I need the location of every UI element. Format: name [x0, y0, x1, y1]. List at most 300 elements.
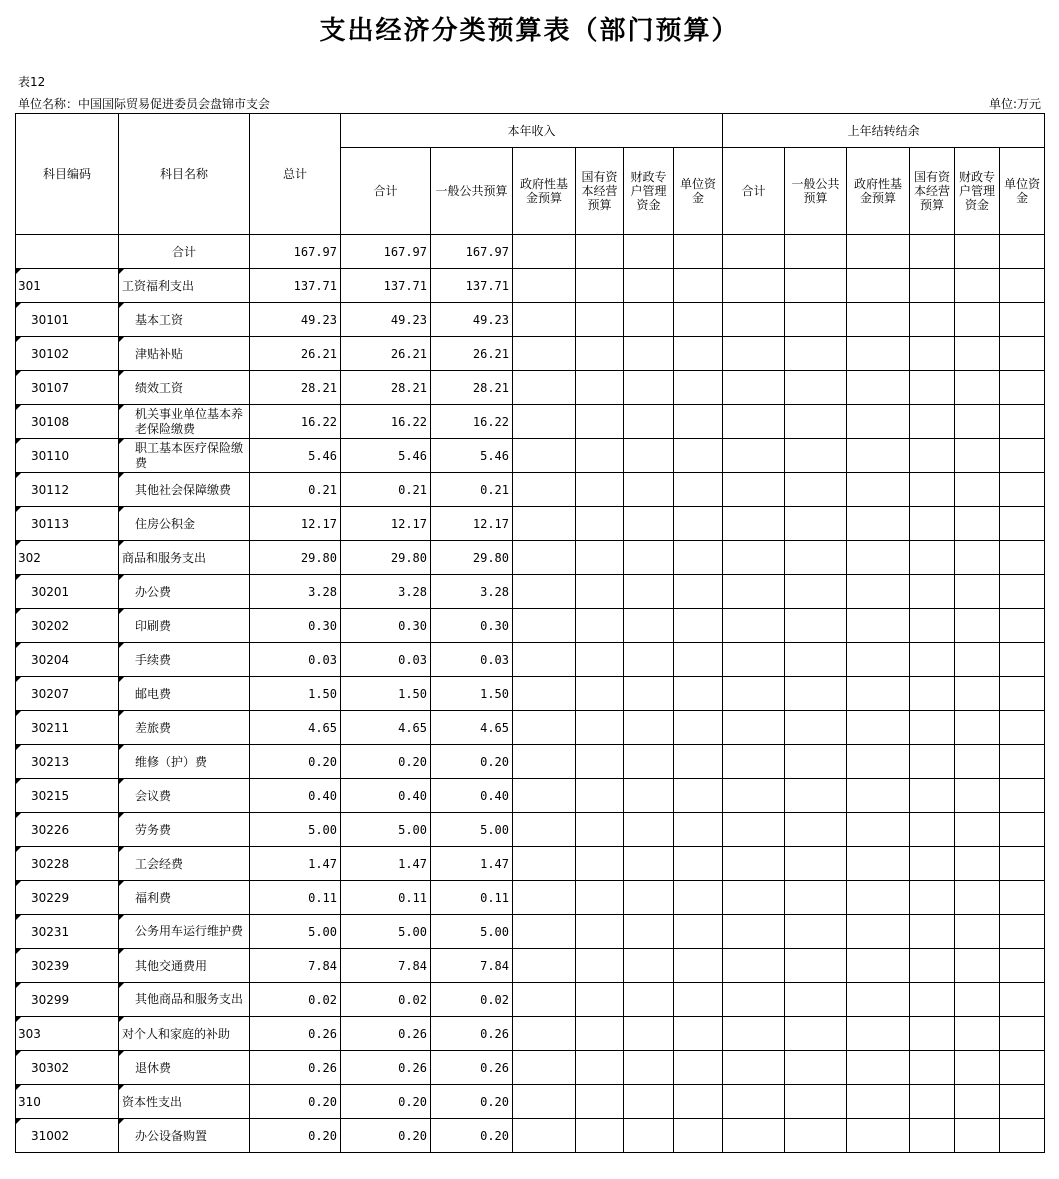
empty-cell [513, 1017, 576, 1051]
empty-cell [624, 779, 674, 813]
table-row [16, 473, 1045, 507]
table-row [16, 643, 1045, 677]
row-cy-general: 0.21 [431, 473, 513, 507]
empty-cell [1000, 337, 1045, 371]
row-name: 资本性支出 [119, 1085, 250, 1119]
row-name: 邮电费 [119, 677, 250, 711]
row-total: 5.46 [250, 439, 341, 473]
table-row [16, 303, 1045, 337]
row-cy-total: 0.30 [341, 609, 431, 643]
empty-cell [723, 609, 785, 643]
row-code: 30112 [16, 473, 119, 507]
empty-cell [785, 575, 847, 609]
empty-cell [1000, 303, 1045, 337]
empty-cell [1000, 983, 1045, 1017]
row-total: 4.65 [250, 711, 341, 745]
empty-cell [847, 1017, 910, 1051]
empty-cell [723, 779, 785, 813]
empty-cell [955, 439, 1000, 473]
empty-cell [785, 303, 847, 337]
row-name: 维修（护）费 [119, 745, 250, 779]
empty-cell [723, 337, 785, 371]
table-row [16, 915, 1045, 949]
empty-cell [955, 1051, 1000, 1085]
empty-cell [1000, 371, 1045, 405]
row-cy-total: 0.11 [341, 881, 431, 915]
header-cy-unit: 单位资金 [674, 148, 723, 235]
row-name: 绩效工资 [119, 371, 250, 405]
row-cy-general: 0.26 [431, 1051, 513, 1085]
row-cy-general: 0.40 [431, 779, 513, 813]
row-code: 30204 [16, 643, 119, 677]
empty-cell [576, 235, 624, 269]
empty-cell [847, 1051, 910, 1085]
empty-cell [624, 677, 674, 711]
empty-cell [910, 643, 955, 677]
empty-cell [674, 1085, 723, 1119]
row-total: 0.40 [250, 779, 341, 813]
empty-cell [624, 745, 674, 779]
empty-cell [723, 949, 785, 983]
empty-cell [847, 949, 910, 983]
row-total: 0.20 [250, 1119, 341, 1153]
empty-cell [723, 269, 785, 303]
empty-cell [513, 881, 576, 915]
empty-cell [723, 473, 785, 507]
row-name: 津贴补贴 [119, 337, 250, 371]
table-row [16, 405, 1045, 439]
table-row [16, 507, 1045, 541]
table-row [16, 269, 1045, 303]
empty-cell [674, 1119, 723, 1153]
empty-cell [910, 303, 955, 337]
empty-cell [785, 337, 847, 371]
empty-cell [723, 915, 785, 949]
empty-cell [624, 1085, 674, 1119]
table-row [16, 881, 1045, 915]
empty-cell [674, 949, 723, 983]
row-total: 7.84 [250, 949, 341, 983]
empty-cell [910, 1017, 955, 1051]
empty-cell [785, 269, 847, 303]
empty-cell [847, 847, 910, 881]
header-co-state-capital: 国有资本经营预算 [910, 148, 955, 235]
empty-cell [576, 711, 624, 745]
row-cy-general: 0.20 [431, 745, 513, 779]
row-cy-total: 5.46 [341, 439, 431, 473]
empty-cell [624, 983, 674, 1017]
empty-cell [785, 949, 847, 983]
empty-cell [785, 711, 847, 745]
empty-cell [674, 575, 723, 609]
row-name: 差旅费 [119, 711, 250, 745]
empty-cell [955, 371, 1000, 405]
row-cy-general: 28.21 [431, 371, 513, 405]
empty-cell [624, 507, 674, 541]
empty-cell [624, 915, 674, 949]
empty-cell [723, 711, 785, 745]
header-co-total: 合计 [723, 148, 785, 235]
empty-cell [847, 983, 910, 1017]
empty-cell [624, 881, 674, 915]
empty-cell [624, 405, 674, 439]
row-code: 30215 [16, 779, 119, 813]
empty-cell [674, 779, 723, 813]
row-name: 公务用车运行维护费 [119, 915, 250, 949]
empty-cell [576, 405, 624, 439]
empty-cell [576, 269, 624, 303]
empty-cell [955, 269, 1000, 303]
table-row [16, 1085, 1045, 1119]
total-code [16, 235, 119, 269]
empty-cell [624, 473, 674, 507]
empty-cell [674, 915, 723, 949]
empty-cell [624, 439, 674, 473]
empty-cell [576, 915, 624, 949]
empty-cell [955, 711, 1000, 745]
empty-cell [674, 881, 723, 915]
row-total: 5.00 [250, 915, 341, 949]
header-co-general: 一般公共预算 [785, 148, 847, 235]
row-total: 16.22 [250, 405, 341, 439]
empty-cell [674, 847, 723, 881]
row-cy-total: 0.02 [341, 983, 431, 1017]
empty-cell [785, 1119, 847, 1153]
empty-cell [910, 881, 955, 915]
empty-cell [955, 949, 1000, 983]
empty-cell [847, 711, 910, 745]
empty-cell [674, 235, 723, 269]
empty-cell [513, 473, 576, 507]
empty-cell [624, 813, 674, 847]
empty-cell [785, 609, 847, 643]
empty-cell [955, 1085, 1000, 1119]
row-cy-total: 16.22 [341, 405, 431, 439]
empty-cell [910, 235, 955, 269]
row-cy-general: 0.26 [431, 1017, 513, 1051]
table-row [16, 1017, 1045, 1051]
row-cy-total: 1.50 [341, 677, 431, 711]
row-cy-general: 3.28 [431, 575, 513, 609]
empty-cell [513, 1051, 576, 1085]
row-name: 职工基本医疗保险缴费 [119, 439, 250, 473]
row-total: 0.03 [250, 643, 341, 677]
row-total: 0.11 [250, 881, 341, 915]
table-row [16, 575, 1045, 609]
empty-cell [624, 575, 674, 609]
empty-cell [910, 813, 955, 847]
row-code: 30231 [16, 915, 119, 949]
row-code: 30102 [16, 337, 119, 371]
header-co-special: 财政专户管理资金 [955, 148, 1000, 235]
empty-cell [1000, 881, 1045, 915]
row-code: 302 [16, 541, 119, 575]
empty-cell [674, 643, 723, 677]
empty-cell [674, 1017, 723, 1051]
empty-cell [576, 609, 624, 643]
empty-cell [723, 541, 785, 575]
row-name: 手续费 [119, 643, 250, 677]
row-cy-total: 0.20 [341, 745, 431, 779]
row-cy-total: 0.20 [341, 1119, 431, 1153]
empty-cell [785, 235, 847, 269]
row-cy-total: 1.47 [341, 847, 431, 881]
empty-cell [674, 711, 723, 745]
empty-cell [1000, 507, 1045, 541]
empty-cell [624, 269, 674, 303]
row-total: 0.20 [250, 745, 341, 779]
empty-cell [513, 371, 576, 405]
empty-cell [513, 1119, 576, 1153]
table-row [16, 745, 1045, 779]
empty-cell [910, 711, 955, 745]
row-name: 基本工资 [119, 303, 250, 337]
row-cy-general: 5.46 [431, 439, 513, 473]
empty-cell [847, 915, 910, 949]
row-code: 30302 [16, 1051, 119, 1085]
empty-cell [624, 235, 674, 269]
empty-cell [785, 405, 847, 439]
row-total: 0.26 [250, 1051, 341, 1085]
row-name: 对个人和家庭的补助 [119, 1017, 250, 1051]
empty-cell [910, 405, 955, 439]
row-code: 30211 [16, 711, 119, 745]
empty-cell [847, 779, 910, 813]
empty-cell [910, 1085, 955, 1119]
empty-cell [1000, 575, 1045, 609]
empty-cell [910, 269, 955, 303]
table-row [16, 439, 1045, 473]
budget-table [15, 113, 1045, 1153]
empty-cell [1000, 779, 1045, 813]
empty-cell [847, 371, 910, 405]
empty-cell [624, 1017, 674, 1051]
row-total: 0.02 [250, 983, 341, 1017]
row-name: 会议费 [119, 779, 250, 813]
empty-cell [955, 983, 1000, 1017]
row-cy-general: 12.17 [431, 507, 513, 541]
row-total: 0.26 [250, 1017, 341, 1051]
empty-cell [723, 643, 785, 677]
empty-cell [785, 847, 847, 881]
empty-cell [1000, 541, 1045, 575]
empty-cell [847, 269, 910, 303]
unit-name: 单位名称：中国国际贸易促进委员会盘锦市支会 [18, 97, 271, 111]
empty-cell [785, 1051, 847, 1085]
header-name: 科目名称 [119, 114, 250, 235]
table-row [16, 779, 1045, 813]
empty-cell [1000, 1051, 1045, 1085]
empty-cell [1000, 439, 1045, 473]
empty-cell [513, 779, 576, 813]
empty-cell [847, 405, 910, 439]
table-row [16, 371, 1045, 405]
row-name: 办公设备购置 [119, 1119, 250, 1153]
empty-cell [513, 235, 576, 269]
row-cy-general: 0.20 [431, 1119, 513, 1153]
empty-cell [910, 779, 955, 813]
row-name: 商品和服务支出 [119, 541, 250, 575]
total-cy-total: 167.97 [341, 235, 431, 269]
empty-cell [674, 371, 723, 405]
empty-cell [785, 779, 847, 813]
empty-cell [1000, 405, 1045, 439]
table-row [16, 1051, 1045, 1085]
empty-cell [955, 405, 1000, 439]
row-cy-total: 4.65 [341, 711, 431, 745]
row-code: 30213 [16, 745, 119, 779]
empty-cell [513, 745, 576, 779]
empty-cell [674, 303, 723, 337]
empty-cell [785, 983, 847, 1017]
empty-cell [910, 575, 955, 609]
row-name: 福利费 [119, 881, 250, 915]
empty-cell [955, 847, 1000, 881]
empty-cell [910, 847, 955, 881]
empty-cell [513, 269, 576, 303]
empty-cell [847, 473, 910, 507]
empty-cell [723, 677, 785, 711]
empty-cell [1000, 643, 1045, 677]
empty-cell [955, 303, 1000, 337]
empty-cell [576, 881, 624, 915]
header-cy-general: 一般公共预算 [431, 148, 513, 235]
empty-cell [955, 1119, 1000, 1153]
empty-cell [1000, 1119, 1045, 1153]
empty-cell [576, 1017, 624, 1051]
empty-cell [576, 507, 624, 541]
empty-cell [785, 881, 847, 915]
row-cy-general: 49.23 [431, 303, 513, 337]
empty-cell [513, 643, 576, 677]
empty-cell [1000, 813, 1045, 847]
row-cy-general: 29.80 [431, 541, 513, 575]
table-row [16, 1119, 1045, 1153]
row-name: 其他交通费用 [119, 949, 250, 983]
empty-cell [847, 439, 910, 473]
empty-cell [513, 949, 576, 983]
row-code: 303 [16, 1017, 119, 1051]
empty-cell [910, 541, 955, 575]
table-number: 表12 [18, 75, 46, 89]
empty-cell [513, 609, 576, 643]
row-cy-total: 0.21 [341, 473, 431, 507]
header-cy-total: 合计 [341, 148, 431, 235]
empty-cell [955, 1017, 1000, 1051]
empty-cell [723, 303, 785, 337]
empty-cell [1000, 847, 1045, 881]
empty-cell [910, 949, 955, 983]
row-cy-total: 29.80 [341, 541, 431, 575]
empty-cell [910, 1051, 955, 1085]
row-total: 12.17 [250, 507, 341, 541]
empty-cell [785, 439, 847, 473]
row-cy-total: 0.26 [341, 1051, 431, 1085]
empty-cell [624, 643, 674, 677]
empty-cell [847, 337, 910, 371]
row-cy-general: 16.22 [431, 405, 513, 439]
row-code: 30201 [16, 575, 119, 609]
row-code: 30108 [16, 405, 119, 439]
empty-cell [576, 779, 624, 813]
empty-cell [910, 915, 955, 949]
empty-cell [955, 677, 1000, 711]
table-row [16, 949, 1045, 983]
header-code: 科目编码 [16, 114, 119, 235]
empty-cell [847, 1085, 910, 1119]
empty-cell [513, 439, 576, 473]
empty-cell [785, 473, 847, 507]
empty-cell [910, 677, 955, 711]
empty-cell [513, 337, 576, 371]
empty-cell [624, 541, 674, 575]
empty-cell [847, 575, 910, 609]
empty-cell [674, 473, 723, 507]
empty-cell [785, 745, 847, 779]
empty-cell [513, 813, 576, 847]
empty-cell [624, 949, 674, 983]
row-cy-total: 0.03 [341, 643, 431, 677]
row-code: 30207 [16, 677, 119, 711]
empty-cell [576, 303, 624, 337]
header-co-gov-fund: 政府性基金预算 [847, 148, 910, 235]
empty-cell [955, 337, 1000, 371]
empty-cell [1000, 711, 1045, 745]
row-cy-general: 0.03 [431, 643, 513, 677]
row-name: 工资福利支出 [119, 269, 250, 303]
empty-cell [955, 881, 1000, 915]
empty-cell [910, 609, 955, 643]
empty-cell [576, 439, 624, 473]
row-cy-total: 28.21 [341, 371, 431, 405]
row-cy-general: 1.47 [431, 847, 513, 881]
empty-cell [785, 1017, 847, 1051]
empty-cell [723, 507, 785, 541]
header-cy-special: 财政专户管理资金 [624, 148, 674, 235]
empty-cell [910, 371, 955, 405]
row-cy-total: 3.28 [341, 575, 431, 609]
empty-cell [847, 507, 910, 541]
row-total: 49.23 [250, 303, 341, 337]
row-total: 29.80 [250, 541, 341, 575]
empty-cell [674, 541, 723, 575]
empty-cell [723, 1051, 785, 1085]
empty-cell [1000, 1085, 1045, 1119]
empty-cell [910, 507, 955, 541]
row-cy-general: 1.50 [431, 677, 513, 711]
empty-cell [910, 1119, 955, 1153]
empty-cell [955, 643, 1000, 677]
row-total: 137.71 [250, 269, 341, 303]
table-row [16, 847, 1045, 881]
empty-cell [955, 915, 1000, 949]
empty-cell [847, 881, 910, 915]
currency-unit: 单位:万元 [988, 97, 1041, 111]
empty-cell [723, 881, 785, 915]
empty-cell [624, 371, 674, 405]
row-cy-total: 0.26 [341, 1017, 431, 1051]
row-code: 30226 [16, 813, 119, 847]
row-total: 1.50 [250, 677, 341, 711]
row-code: 30110 [16, 439, 119, 473]
empty-cell [723, 1017, 785, 1051]
empty-cell [513, 677, 576, 711]
empty-cell [674, 609, 723, 643]
row-cy-general: 26.21 [431, 337, 513, 371]
empty-cell [674, 439, 723, 473]
empty-cell [723, 745, 785, 779]
header-co-unit: 单位资金 [1000, 148, 1045, 235]
